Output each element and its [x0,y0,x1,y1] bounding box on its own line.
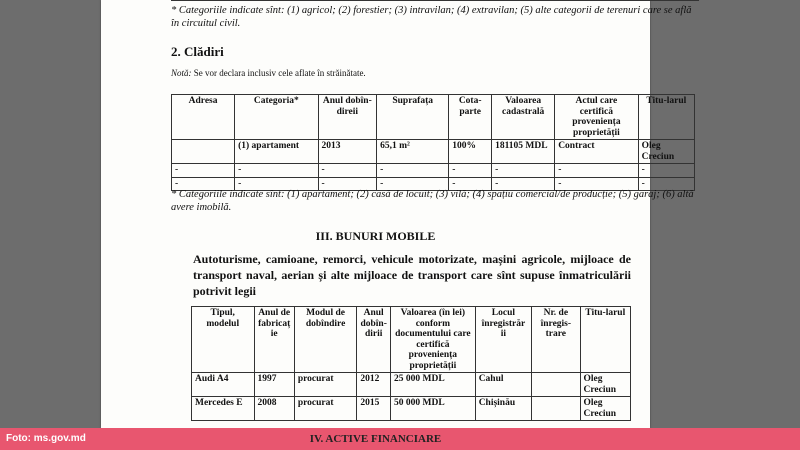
table-cell: - [555,164,638,178]
table-cell: - [172,164,235,178]
table-row [172,164,695,178]
table-row [192,373,631,397]
table-cell: - [492,177,555,191]
table-cell: 65,1 m² [377,140,449,164]
column-header: Anul dobîn-dirii [357,307,391,373]
table-cell: Audi A4 [192,373,255,397]
land-categories-note: * Categoriile indicate sînt: (1) agricol; (2) forestier; (3) intravilan; (4) extravilan; (5) alte categorii de terenuri care se află în circuitul civil. [171,5,692,29]
vehicles-table [191,306,631,421]
table-cell [532,397,580,421]
table-cell: - [555,177,638,191]
column-header: Anul dobîn-direii [318,95,377,140]
section-buildings-title: 2. Clădiri [171,44,224,59]
column-header: Titu-larul [638,95,694,140]
table-cell: - [449,177,492,191]
table-cell: - [235,177,318,191]
table-bottom-border [171,0,699,1]
column-header: Categoria* [235,95,318,140]
table-cell: 1997 [254,373,294,397]
table-cell: - [377,164,449,178]
column-header: Cota-parte [449,95,492,140]
table-cell: Oleg Creciun [580,397,630,421]
table-cell: 50 000 MDL [391,397,476,421]
photo-credit: Foto: ms.gov.md [6,433,86,444]
table-cell: Oleg Creciun [638,140,694,164]
table-cell: procurat [294,373,357,397]
column-header: Locul înregistrăr ii [475,307,531,373]
table-cell: 2015 [357,397,391,421]
table-cell: - [638,177,694,191]
section-movables-title: III. BUNURI MOBILE [315,229,436,243]
buildings-note [171,68,366,78]
column-header: Modul de dobîndire [294,307,357,373]
table-cell: 2012 [357,373,391,397]
table-cell: - [377,177,449,191]
table-cell: Mercedes E [192,397,255,421]
note-label: Notă: [171,68,192,78]
column-header: Valoarea cadastrală [492,95,555,140]
note-text: Se vor declara inclusiv cele aflate în străinătate. [193,68,366,78]
table-cell: - [172,177,235,191]
table-cell: 2008 [254,397,294,421]
table-cell [172,140,235,164]
buildings-categories-note: * Categoriile indicate sînt: (1) apartament; (2) casă de locuit; (3) vilă; (4) spațiu comercial/de producție; (5) garaj; (6) altă avere imobilă. [171,189,694,213]
table-cell [532,373,580,397]
table-cell: - [449,164,492,178]
column-header: Nr. de înregis-trare [532,307,580,373]
table-header-row [192,307,631,373]
table-cell: Contract [555,140,638,164]
table-cell: 2013 [318,140,377,164]
column-header: Actul care certifică proveniența proprietății [555,95,638,140]
table-cell: Oleg Creciun [580,373,630,397]
table-cell: - [638,164,694,178]
table-row [172,140,695,164]
table-cell: - [235,164,318,178]
column-header: Anul de fabricaț ie [254,307,294,373]
table-cell: Chișinău [475,397,531,421]
table-row [192,397,631,421]
table-cell: 100% [449,140,492,164]
table-cell: procurat [294,397,357,421]
table-cell: - [318,177,377,191]
column-header: Adresa [172,95,235,140]
section-financial-assets-title: IV. ACTIVE FINANCIARE [309,433,442,445]
column-header: Tipul, modelul [192,307,255,373]
column-header: Titu-larul [580,307,630,373]
buildings-table [171,94,695,191]
vehicles-description: Autoturisme, camioane, remorci, vehicule motorizate, mașini agricole, mijloace de transport naval, aerian și alte mijloace de transport care sînt supuse înmatriculării potrivit legii [193,252,631,298]
column-header: Valoarea (în lei) conform documentului care certifică proveniența proprietății [391,307,476,373]
table-cell: (1) apartament [235,140,318,164]
table-cell: 25 000 MDL [391,373,476,397]
table-cell: - [318,164,377,178]
table-cell: Cahul [475,373,531,397]
table-cell: - [492,164,555,178]
table-cell: 181105 MDL [492,140,555,164]
column-header: Suprafața [377,95,449,140]
document-page [101,0,694,428]
table-header-row [172,95,695,140]
